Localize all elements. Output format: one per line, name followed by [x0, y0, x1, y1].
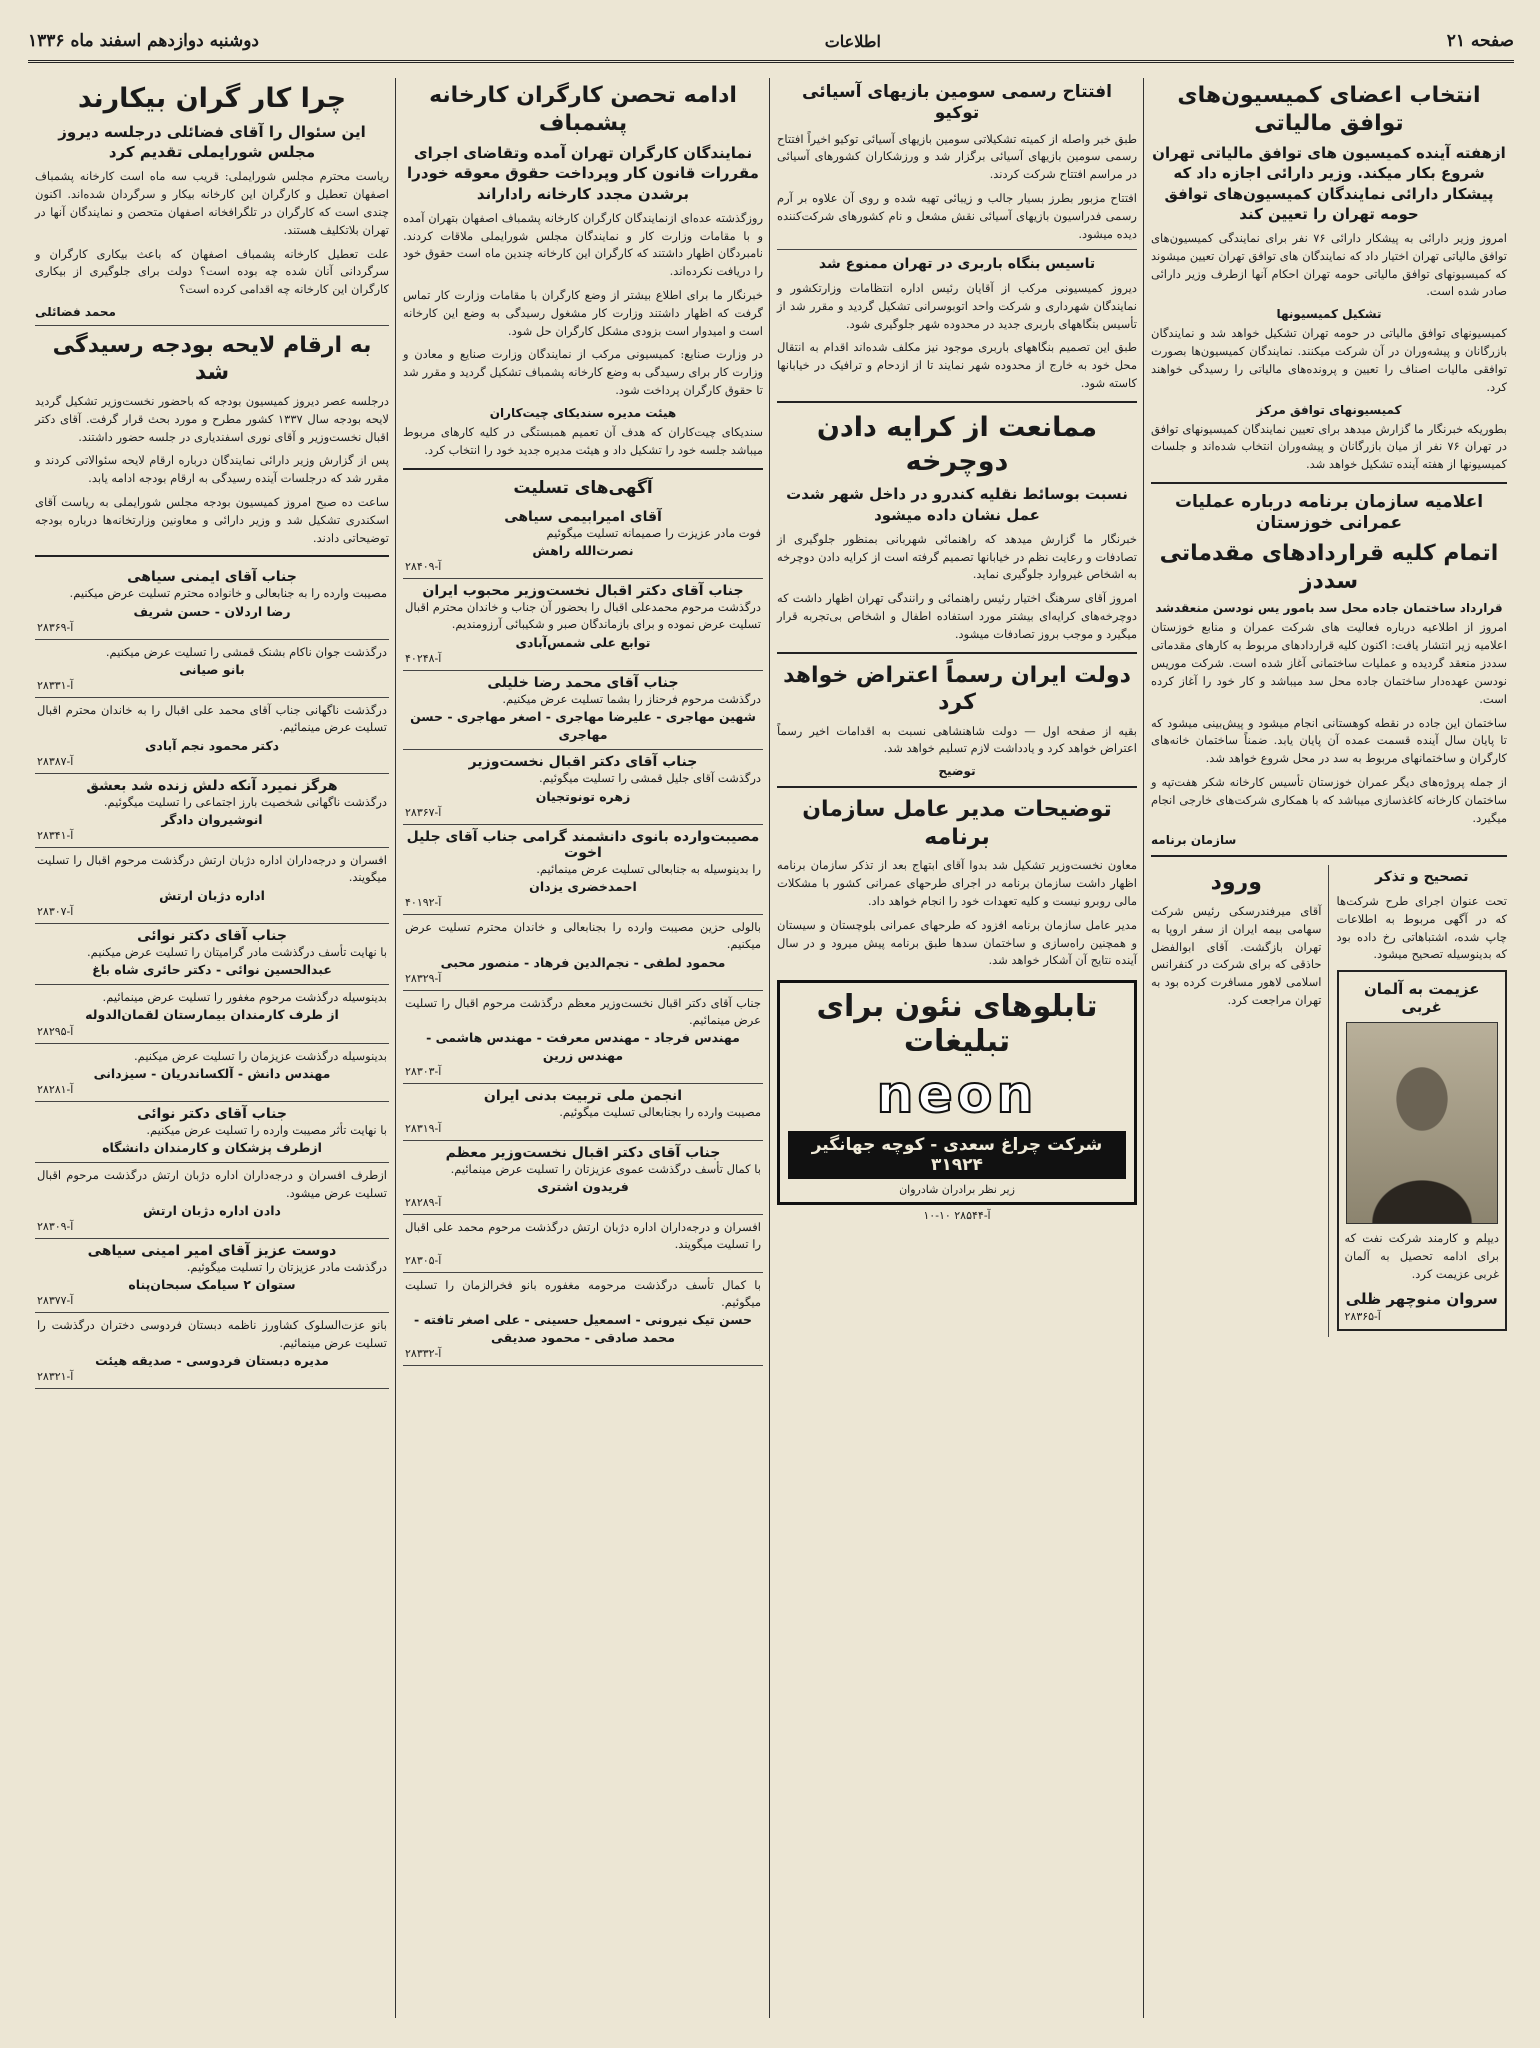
- page-number: صفحه ۲۱: [1446, 31, 1514, 51]
- notice-code: آ-۴۰۱۹۲: [405, 896, 442, 909]
- divider: [777, 249, 1137, 250]
- article-paragraph: دیروز کمیسیونی مرکب از آقایان رئیس اداره انتظامات وزارتکشور و نمایندگان شهرداری و شرکت واحد اتوبوسرانی تشکیل گردید و مقرر شد از تأسیس بنگاههای باربری جدید در محدوده شهر جلوگیری شود.: [777, 280, 1137, 331]
- article-paragraph: روزگذشته عده‌ای ازنمایندگان کارگران کارخانه پشمباف اصفهان بتهران آمده و با مقامات وزارت کار و نمایندگان مجلس شورایملی ملاقات کردند. نامبردگان اظهار داشتند که کارگران این کارخانه چندین ماه است حقوق خود را دریافت نکرده‌اند.: [403, 210, 763, 279]
- condolence-notice: [403, 505, 763, 579]
- bottom-row: [1151, 865, 1507, 1336]
- condolence-notice: [403, 825, 763, 915]
- notice-title: جناب آقای دکتر نوائی: [137, 927, 287, 944]
- article-paragraph: بطوریکه خبرنگار ما گزارش میدهد برای تعیین نمایندگان کمیسیونهای توافق در تهران ۷۶ نفر از میان بازرگانان و پیشه‌وران انتخاب شده‌اند و جلسات کمیسیونها از هفته آینده تشکیل خواهد شد.: [1151, 421, 1508, 472]
- notice-signatories: حسن تیک نیرونی - اسمعیل حسینی - علی اصغر تافته - محمد صادقی - محمود صدیقی: [414, 1312, 752, 1346]
- notice-text: بدینوسیله درگذشت مرحوم مغفور را تسلیت عرض مینمائیم.: [102, 990, 387, 1005]
- headline-asian-games: افتتاح رسمی سومین بازیهای آسیائی توکیو: [802, 82, 1112, 124]
- notice-code: آ-۲۸۳۳۲: [405, 1347, 442, 1361]
- notice-text: درگذشت مرحوم محمدعلی اقبال را بحضور آن جناب و خاندان محترم اقبال تسلیت عرض نموده و برای بازماندگان صبر و شکیبائی آرزومندیم.: [405, 600, 761, 632]
- condolence-notice: [35, 698, 389, 774]
- headline-plan-organization: توضیحات مدیر عامل سازمان برنامه: [802, 797, 1112, 850]
- subheadline-road-contract: قرارداد ساختمان جاده محل سد بامور یس نودسن منعقدشد: [1155, 601, 1503, 616]
- article-paragraph: خبرنگار ما گزارش میدهد که راهنمائی شهربانی بمنظور جلوگیری از تصادفات و رعایت نظم در خیابانها تصمیم گرفته است از کرایه دادن دوچرخه به اشخاص غیروارد جلوگیری نماید.: [777, 531, 1137, 582]
- notice-title: هرگز نمیرد آنکه دلش زنده شد بعشق: [86, 777, 338, 794]
- notice-signatories: اداره دژبان ارتش: [159, 887, 265, 903]
- notice-signatories: فریدون اشتری: [537, 1178, 629, 1194]
- notice-text: فوت مادر عزیزت را صمیمانه تسلیت میگوئیم: [546, 525, 761, 540]
- notice-signatories: انوشیروان دادگر: [161, 812, 263, 828]
- notice-text: درگذشت مادر عزیزتان را تسلیت میگوئیم.: [186, 1259, 387, 1274]
- column-4: [28, 78, 396, 2018]
- condolence-notice: [35, 924, 389, 985]
- article-paragraph: کمیسیونهای توافق مالیاتی در حومه تهران تشکیل خواهد شد و نمایندگان بازرگانان و پیشه‌وران در آن شرکت میکنند. نمایندگان کمیسیون‌ها بصورت توافقی مالیات اصناف را تعیین و پرونده‌های مالیاتی را رسیدگی خواهند کرد.: [1151, 326, 1507, 394]
- headline-cargo-ban: تاسیس بنگاه باربری در تهران ممنوع شد: [818, 256, 1096, 273]
- headline-khuzestan: اعلامیه سازمان برنامه درباره عملیات عمرانی خوزستان: [1174, 491, 1484, 534]
- notice-code: آ-۲۸۳۶۷: [405, 805, 442, 819]
- condolence-notice: [403, 1084, 763, 1140]
- notice-signatories: مهندس فرجاد - مهندس معرفت - مهندس هاشمی - مهندس زرین: [426, 1030, 740, 1064]
- notice-text: بانو عزت‌السلوک کشاورز ناظمه دبستان فردوسی دختران درگذشت را تسلیت عرض مینمائیم.: [37, 1318, 387, 1350]
- headline-iran-protest: دولت ایران رسماً اعتراض خواهد کرد: [783, 662, 1131, 716]
- headline-unemployed-workers: چرا کار گران بیکارند: [77, 83, 347, 114]
- notice-signatories: محمود لطفی - نجم‌الدین فرهاد - منصور محبی: [440, 954, 726, 970]
- article-paragraph: طبق خبر واصله از کمیته تشکیلاتی سومین بازیهای آسیائی توکیو اخیراً افتتاح رسمی سومین بازیهای آسیائی برگزار شد و ورزشکاران کشورهای آسیائی در مراسم افتتاح شرکت کردند.: [777, 131, 1137, 182]
- notice-code: آ-۲۸۳۰۹: [37, 1219, 74, 1233]
- article-paragraph: امروز وزیر دارائی به پیشکار دارائی ۷۶ نفر برای نمایندگی کمیسیون‌های توافق مالیاتی تهران اختیار داد که نمایندگان های توافق تهران تعیین میشوند که کمیسیونهای توافق مالیاتی حومه تهران احکام آنها ازطرف وزیر دارائی صادر شده است.: [1151, 231, 1507, 299]
- notice-text: درگذشت ناگهانی شخصیت بارز اجتماعی را تسلیت میگوئیم.: [103, 794, 387, 809]
- section-subhead: تشکیل کمیسیونها: [1276, 307, 1382, 322]
- notice-text: با نهایت تأثر مصیبت وارده را تسلیت عرض میکنیم.: [146, 1122, 387, 1137]
- headline-tax-commissions: انتخاب اعضای کمیسیون‌های توافق مالیاتی: [1177, 83, 1481, 136]
- article-paragraph: امروز آقای سرهنگ اختیار رئیس راهنمائی و رانندگی تهران اظهار داشت که دوچرخه‌های کرایه‌ای بیشتر مورد استفاده اطفال و اشخاص بی‌تجربه قرار میگیرد و موجب بروز تصادفات میشود.: [777, 591, 1137, 641]
- divider: [403, 468, 763, 470]
- condolence-notice: [403, 991, 763, 1085]
- departure-name: سروان منوچهر ظلی: [1345, 1289, 1498, 1308]
- condolence-notice: [403, 1273, 763, 1367]
- subheadline-bicycle-ban: نسبت بوسائط نقلیه کندرو در داخل شهر شدت عمل نشان داده میشود: [786, 485, 1128, 524]
- ad-headline: تابلوهای نئون برای تبلیغات: [816, 989, 1098, 1060]
- newspaper-name: اطلاعات: [824, 31, 881, 51]
- arrival-text: آقای میرفندرسکی رئیس شرکت سهامی بیمه ایران از سفر اروپا به تهران بازگشت. آقای ابوالفضل حاذقی که برای شرکت در کنفرانس اسلامی لاهور مسافرت کرده بود به تهران مراجعت کرد.: [1151, 903, 1322, 1007]
- notice-code: آ-۲۸۳۳۱: [37, 679, 74, 693]
- notice-text: افسران و درجه‌داران اداره دژبان ارتش درگذشت مرحوم محمد علی اقبال را تسلیت میگویند.: [405, 1220, 761, 1252]
- subheadline-tax-commissions: ازهفته آینده کمیسیون های توافق مالیاتی تهران شروع بکار میکند. وزیر دارائی اجازه داد که پیشکار دارائی نمایندگان کمیسیون‌های توافق حومه تهران را تعیین کند: [1152, 144, 1506, 223]
- notice-text: بدینوسیله درگذشت عزیزمان را تسلیت عرض میکنیم.: [134, 1048, 387, 1063]
- notice-title: جناب آقای دکتر نوائی: [137, 1105, 287, 1122]
- notice-signatories: دادن اداره دژبان ارتش: [143, 1202, 281, 1218]
- article-signature: سازمان برنامه: [1151, 833, 1237, 848]
- notice-signatories: دکتر محمود نجم آبادی: [144, 737, 280, 753]
- notice-title: انجمن ملی تربیت بدنی ایران: [483, 1088, 683, 1105]
- correction-title: تصحیح و تذکر: [1374, 869, 1469, 886]
- divider: [35, 555, 389, 557]
- notice-code: آ-۲۸۳۰۷: [37, 904, 74, 918]
- notice-signatories: توابع علی شمس‌آبادی: [515, 634, 651, 650]
- divider: [777, 786, 1137, 788]
- notice-code: آ-۲۸۳۴۱: [37, 829, 74, 843]
- notice-code: آ-۲۸۲۹۵: [37, 1024, 74, 1038]
- article-signature: محمد فضائلی: [35, 304, 116, 319]
- headline-dez-dam: اتمام کلیه قراردادهای مقدماتی سددز: [1159, 541, 1499, 594]
- notice-signatories: مدیره دبستان فردوسی - صدیقه هیئت: [95, 1352, 329, 1368]
- article-paragraph: درجلسه عصر دیروز کمیسیون بودجه که باحضور نخست‌وزیر تشکیل گردید لایحه بودجه سال ۱۳۳۷ کشور مطرح و مورد بحث قرار گرفت. آقای دکتر اقبال نخست‌وزیر و آقای نوری اسفندیاری در جلسه حضور داشتند.: [35, 393, 389, 444]
- notice-code: آ-۲۸۲۸۱: [37, 1082, 74, 1096]
- notice-signatories: رضا اردلان - حسن شریف: [133, 603, 291, 619]
- condolence-section-title: آگهی‌های تسلیت: [513, 477, 653, 498]
- notice-code: آ-۲۸۳۶۹: [37, 620, 74, 634]
- divider: [777, 401, 1137, 403]
- departure-notice: [1337, 970, 1508, 1330]
- departure-title: عزیمت به آلمان غربی: [1363, 980, 1480, 1017]
- divider: [35, 325, 389, 326]
- article-paragraph: از جمله پروژه‌های دیگر عمران خوزستان تأسیس کارخانه شکر هفت‌تپه و ساختمان کارخانه کاغذسازی میباشد که با همکاری شرکت‌های خارجی انجام میگیرد.: [1151, 774, 1507, 825]
- subheadline-unemployed-workers: این سئوال را آقای فضائلی درجلسه دیروز مجلس شورایملی تقدیم کرد: [58, 122, 366, 161]
- condolence-list: [35, 565, 389, 1389]
- notice-code: آ-۲۸۳۲۱: [37, 1369, 74, 1383]
- notice-signatories: از طرف کارمندان بیمارستان لقمان‌الدوله: [85, 1007, 339, 1023]
- notice-text: درگذشت آقای جلیل قمشی را تسلیت میگوئیم.: [538, 771, 761, 786]
- notice-text: بالولی حزین مصیبت وارده را بجنابعالی و خاندان محترم تسلیت عرض میکنیم.: [405, 920, 761, 952]
- article-paragraph: امروز از اطلاعیه درباره فعالیت های شرکت عمران و منابع خوزستان اعلامیه زیر انتشار یافت: اکنون کلیه قراردادهای مربوط به کارهای مقدماتی سددز منعقد گردیده و عملیات ساختمانی آغاز شده است. شرکت موریس نودسن عهده‌دار ساختمان جاده محل سد میباشد و کار خود را آغاز کرده است.: [1151, 620, 1507, 706]
- arrival-title: ورود: [1210, 870, 1262, 896]
- newspaper-page: [28, 22, 1514, 2026]
- condolence-list: [403, 505, 763, 1367]
- condolence-notice: [403, 1141, 763, 1215]
- notice-code: آ-۲۸۳۷۷: [37, 1294, 74, 1308]
- notice-title: جناب آقای ایمنی سیاهی: [127, 569, 297, 586]
- condolence-notice: [35, 640, 389, 698]
- article-paragraph: سندیکای چیت‌کاران که هدف آن تعمیم همبستگی در کلیه کارهای مربوط میباشد جلسه خود را تشکیل داد و هیئت مدیره جدید خود را انتخاب کرد.: [403, 424, 763, 457]
- notice-code: آ-۲۸۳۱۹: [405, 1121, 442, 1135]
- article-paragraph: خبرنگار ما برای اطلاع بیشتر از وضع کارگران با مقامات وزارت کار تماس گرفت که اظهار داشتند وزارت کار مشغول رسیدگی به وضع این کارخانه است و امیدوار است بزودی مشکل کارگران حل شود.: [403, 288, 763, 338]
- notice-text: جناب آقای دکتر اقبال نخست‌وزیر معظم درگذشت مرحوم اقبال را تسلیت عرض مینمائیم.: [405, 995, 761, 1027]
- article-paragraph: پس از گزارش وزیر دارائی نمایندگان درباره ارقام لایحه سئوالاتی کردند و مقرر شد که درجلسات آینده رسیدگی به ارقام بودجه ادامه یابد.: [35, 453, 389, 486]
- section-subhead: توضیح: [938, 764, 976, 779]
- condolence-notice: [403, 671, 763, 751]
- masthead: [28, 22, 1514, 63]
- notice-text: مصیبت وارده را بجنابعالی تسلیت میگوئیم.: [559, 1105, 761, 1120]
- notice-text: درگذشت جوان ناکام بشنک قمشی را تسلیت عرض میکنیم.: [105, 644, 387, 659]
- notice-text: ازطرف افسران و درجه‌داران اداره دژبان ارتش درگذشت مرحوم اقبال تسلیت عرض میشود.: [37, 1168, 387, 1200]
- article-paragraph: معاون نخست‌وزیر تشکیل شد بدوا آقای ابتهاج بعد از تذکر سازمان برنامه اظهار داشت سازمان برنامه در اجرای طرحهای عمرانی کشور با مشکلات مالی روبرو نیست و کلیه تعهدات خود را انجام خواهد داد.: [777, 858, 1137, 908]
- headline-budget-bill: به ارقام لایحه بودجه رسیدگی شد: [52, 332, 372, 386]
- article-paragraph: ساختمان این جاده در نقطه کوهستانی انجام میشود و پیش‌بینی میشود که تا پایان سال آینده قسمت عمده آن پایان یابد. ضمناً ساختمان خانه‌های کارگران و ساختمانهای مربوط به سد در محل شروع خواهد شد.: [1151, 715, 1507, 766]
- section-subhead: هیئت مدیره سندیکای چیت‌کاران: [489, 405, 677, 420]
- notice-code: آ-۲۸۴۰۹: [405, 560, 442, 574]
- notice-text: افسران و درجه‌داران اداره دژبان ارتش درگذشت مرحوم اقبال را تسلیت میگویند.: [37, 853, 387, 885]
- notice-code: آ-۲۸۳۲۹: [405, 971, 442, 985]
- notice-title: جناب آقای دکتر اقبال نخست‌وزیر معظم: [445, 1144, 721, 1161]
- ad-code: آ-۲۸۳۶۵: [1344, 1309, 1381, 1323]
- condolence-notice: [35, 1163, 389, 1239]
- notice-text: درگذشت ناگهانی جناب آقای محمد علی اقبال را به خاندان محترم اقبال تسلیت عرض مینمائیم.: [37, 703, 387, 735]
- article-paragraph: افتتاح مزبور بطرز بسیار جالب و زیبائی تهیه شده و روی آن علاوه بر آرم رسمی فدراسیون بازیهای آسیائی نقش مشعل و نام کشورهای شرکت‌کننده دیده میشود.: [777, 190, 1137, 241]
- section-subhead: کمیسیونهای توافق مرکز: [1256, 402, 1402, 417]
- neon-logo: neon: [876, 1065, 1038, 1126]
- headline-workers-sit-in: ادامه تحصن کارگران کارخانه پشمباف: [429, 83, 737, 136]
- arrival-section: [1151, 865, 1329, 1336]
- notice-text: درگذشت مرحوم فرحناز را بشما تسلیت عرض میکنیم.: [502, 691, 761, 706]
- condolence-notice: [403, 1215, 763, 1273]
- notice-code: آ-۲۸۳۸۷: [37, 754, 74, 768]
- condolence-notice: [403, 579, 763, 671]
- divider: [777, 652, 1137, 654]
- condolence-notice: [403, 750, 763, 824]
- condolence-notice: [35, 1313, 389, 1389]
- departure-text: دیپلم و کارمند شرکت نفت که برای ادامه تحصیل به آلمان غربی عزیمت کرد.: [1344, 1231, 1499, 1281]
- notice-signatories: نصرت‌الله راهش: [532, 543, 634, 558]
- notice-text: با نهایت تأسف درگذشت مادر گرامیتان را تسلیت عرض میکنیم.: [87, 944, 387, 959]
- issue-date: دوشنبه دوازدهم اسفند ماه ۱۳۳۶: [28, 31, 259, 51]
- neon-advertisement: [777, 980, 1137, 1205]
- condolence-notice: [35, 1102, 389, 1163]
- condolence-notice: [403, 915, 763, 991]
- condolence-notice: [35, 848, 389, 924]
- ad-subline: زیر نظر برادران شادروان: [899, 1183, 1015, 1197]
- notice-title: مصیبت‌وارده بانوی دانشمند گرامی جناب آقای جلیل اخوت: [406, 828, 760, 861]
- condolence-notice: [35, 1239, 389, 1313]
- portrait-photo: [1346, 1022, 1498, 1224]
- notice-text: را بدینوسیله به جنابعالی تسلیت عرض مینمائیم.: [536, 861, 761, 876]
- column-2: [770, 78, 1144, 2018]
- article-paragraph: در وزارت صنایع: کمیسیونی مرکب از نمایندگان وزارت صنایع و معادن و وزارت کار برای رسیدگی به وضع کارخانه پشمباف تشکیل گردید و مقرر شد تا حقوق کارگران پرداخت شود.: [403, 347, 763, 398]
- notice-code: آ-۲۸۲۸۹: [405, 1196, 442, 1209]
- notice-title: دوست عزیز آقای امیر امینی سیاهی: [87, 1242, 337, 1259]
- notice-signatories: عبدالحسین نوائی - دکتر حائری شاه باغ: [92, 962, 332, 978]
- notice-signatories: ازطرف پزشکان و کارمندان دانشگاه: [102, 1140, 322, 1156]
- condolence-notice: [35, 985, 389, 1043]
- article-paragraph: مدیر عامل سازمان برنامه افزود که طرحهای عمرانی بلوچستان و سیستان و همچنین راه‌سازی و ساختمان سدها طبق برنامه پیش میرود و در سال آینده نتایج آن آشکار خواهد شد.: [777, 917, 1137, 968]
- notice-title: آقای امیرابیمی سیاهی: [504, 508, 662, 525]
- notice-signatories: شهین مهاجری - علیرضا مهاجری - اصغر مهاجری - حسن مهاجری: [410, 709, 756, 743]
- correction-section: [1337, 865, 1508, 1336]
- ad-company-phone: شرکت چراغ سعدی - کوچه جهانگیر ۳۱۹۲۴: [788, 1131, 1126, 1179]
- condolence-notice: [35, 774, 389, 848]
- condolence-notice: [35, 565, 389, 639]
- column-1: [1144, 78, 1514, 2018]
- subheadline-workers-sit-in: نمایندگان کارگران تهران آمده وتقاضای اجرای مقررات قانون کار وپرداخت حقوق معوقه خودرا برشدن مجدد کارخانه راداراند: [407, 144, 759, 203]
- notice-code: آ-۲۸۳۰۵: [405, 1253, 442, 1267]
- divider: [1151, 482, 1507, 484]
- ad-code: آ-۲۸۵۴۴ ۱۰-۱۰: [923, 1209, 991, 1223]
- headline-bicycle-ban: ممانعت از کرایه دادن دوچرخه: [816, 411, 1098, 477]
- notice-text: با کمال تأسف درگذشت مرحومه مغفوره بانو فخرالزمان را تسلیت میگوئیم.: [405, 1277, 761, 1309]
- notice-signatories: بانو صیانی: [179, 662, 245, 678]
- notice-signatories: زهره تونوتجیان: [535, 788, 631, 804]
- notice-code: آ-۲۸۳۰۳: [405, 1065, 442, 1079]
- notice-title: جناب آقای دکتر اقبال نخست‌وزیر: [468, 754, 698, 771]
- column-3: [396, 78, 770, 2018]
- notice-text: مصیبت وارده را به جنابعالی و خانواده محترم تسلیت عرض میکنیم.: [69, 586, 387, 601]
- notice-title: جناب آقای محمد رضا خلیلی: [487, 674, 679, 691]
- divider: [1151, 855, 1507, 857]
- notice-signatories: ستوان ۲ سیامک سبحان‌پناه: [128, 1277, 296, 1293]
- notice-signatories: مهندس دانش - آلکساندریان - سیزدانی: [93, 1065, 331, 1081]
- article-paragraph: ساعت ده صبح امروز کمیسیون بودجه مجلس شورایملی به ریاست آقای اسکندری تشکیل شد و وزیر دارائی و معاونین وزارتخانه‌ها درباره بودجه توضیحاتی دادند.: [35, 495, 389, 545]
- correction-text: تحت عنوان اجرای طرح شرکت‌ها که در آگهی مربوط به اطلاعات چاپ شده، اشتباهاتی رخ داده بود که بدینوسیله تصحیح میشود.: [1336, 893, 1507, 962]
- notice-code: آ-۴۰۲۴۸: [405, 651, 442, 665]
- notice-text: با کمال تأسف درگذشت عموی عزیزتان را تسلیت عرض مینمائیم.: [450, 1161, 761, 1176]
- article-paragraph: ریاست محترم مجلس شورایملی: قریب سه ماه است کارخانه پشمباف اصفهان تعطیل و کارگران این کارخانه بیکار و سرگردان شده‌اند. اکنون چندی است که کارگران در تلگرافخانه اصفهان متحصن و نمایندگان آنها در تهران بلاتکلیف هستند.: [35, 169, 389, 237]
- condolence-notice: [35, 1044, 389, 1102]
- notice-signatories: احمدخضری یزدان: [529, 878, 637, 894]
- notice-title: جناب آقای دکتر اقبال نخست‌وزیر محبوب ایران: [422, 583, 744, 600]
- article-paragraph: علت تعطیل کارخانه پشمباف اصفهان که باعث بیکاری کارگران و سرگردانی آنان شده چه بوده است؟ دولت برای جلوگیری از بیکاری کارگران این کارخانه چه اقدامی کرده است؟: [35, 246, 389, 297]
- article-paragraph: طبق این تصمیم بنگاههای باربری موجود نیز مکلف شده‌اند اقدام به انتقال محل خود به خارج از محدوده شهر نمایند تا از ازدحام و ترافیک در خیابانها کاسته شود.: [777, 340, 1137, 390]
- article-paragraph: بقیه از صفحه اول — دولت شاهنشاهی نسبت به اقدامات اخیر رسماً اعتراض خواهد کرد و یادداشت لازم تسلیم خواهد شد.: [777, 723, 1137, 756]
